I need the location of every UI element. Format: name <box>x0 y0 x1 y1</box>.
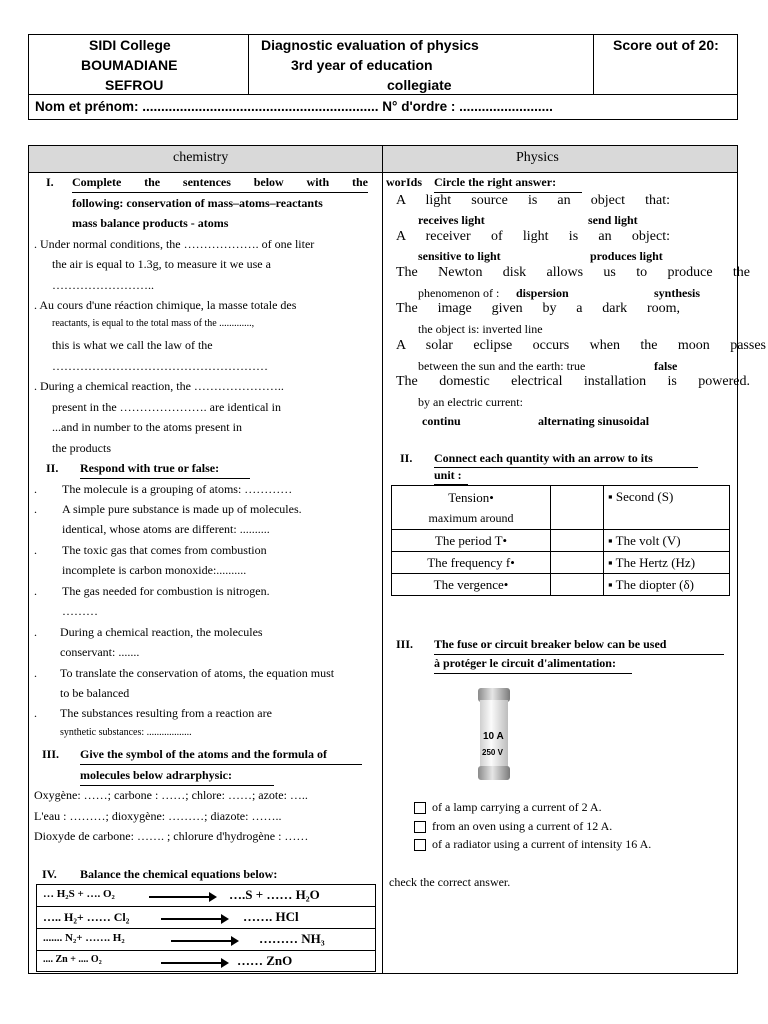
phys-section-2-title: Connect each quantity with an arrow to its <box>434 451 653 465</box>
chem-q3-line: . During a chemical reaction, the ………………….. <box>34 379 284 393</box>
chem-tf-statement: incomplete is carbon monoxide:.......... <box>62 563 247 577</box>
phys-section-3-title: The fuse or circuit breaker below can be used <box>434 637 667 651</box>
arrow-space[interactable] <box>551 574 604 596</box>
chem-section-1-title-2: following: conservation of mass–atoms–reactants <box>72 196 323 210</box>
chem-section-1-title: Complete the sentences below with the <box>72 175 368 189</box>
equation-products: ……. HCl <box>243 909 299 924</box>
chem-tf-statement: The toxic gas that comes from combustion <box>62 543 267 557</box>
school-name: SIDI College <box>89 37 171 53</box>
chem-section-4-number: IV. <box>42 867 57 881</box>
reaction-arrow-icon <box>161 962 227 964</box>
phys-q6-cont: by an electric current: <box>418 395 523 409</box>
fuse-image <box>473 688 515 780</box>
chem-q1-line: the air is equal to 1.3g, to measure it we use a <box>52 257 271 271</box>
chem-symbols-line: L'eau : ………; dioxygène: ………; diazote: …….. <box>34 809 282 823</box>
quantity-cell[interactable]: The vergence• <box>392 574 551 596</box>
chem-tf-statement: The substances resulting from a reaction are <box>60 706 272 720</box>
column-headers <box>29 146 737 173</box>
chemistry-heading: chemistry <box>173 150 229 165</box>
equation-products: ….S + …… H₂O <box>229 887 320 902</box>
chem-section-1-title-3: mass balance products - atoms <box>72 216 229 230</box>
phys-q6: The domestic electrical installation is powered. <box>396 374 750 389</box>
chem-q2-line: reactants, is equal to the total mass of the ............., <box>52 318 255 329</box>
phys-q3-cont: phenomenon of : <box>418 286 500 300</box>
chem-section-2-number: II. <box>46 461 59 475</box>
table-row <box>392 486 730 530</box>
equation-row <box>37 951 375 972</box>
title-cell <box>249 35 594 94</box>
chem-tf-blank[interactable]: ……… <box>62 604 98 618</box>
phys-q3-option-b[interactable]: synthesis <box>654 286 701 300</box>
chem-tf-statement: The molecule is a grouping of atoms: ………… <box>62 482 293 496</box>
fuse-current-label: 10 A <box>483 731 504 742</box>
phys-q4: The image given by a dark room, <box>396 301 680 316</box>
unit-cell[interactable]: ▪ The Hertz (Hz) <box>604 552 730 574</box>
chem-section-1-number: I. <box>46 175 54 189</box>
table-row <box>392 552 730 574</box>
phys-q1: A light source is an object that: <box>396 193 670 208</box>
equation-row <box>37 907 375 929</box>
chem-section-3-title: Give the symbol of the atoms and the formula of <box>80 747 327 761</box>
unit-cell[interactable]: ▪ The volt (V) <box>604 530 730 552</box>
chem-q1-blank[interactable]: …………………….. <box>52 278 154 292</box>
phys-q2-option-a[interactable]: sensitive to light <box>418 249 501 263</box>
school-name-2: BOUMADIANE <box>81 57 178 73</box>
equation-products: …… ZnO <box>237 953 293 968</box>
chem-section-2-title: Respond with true or false: <box>80 461 220 475</box>
table-row <box>392 574 730 596</box>
chem-tf-statement: synthetic substances: .................. <box>60 727 192 738</box>
school-city: SEFROU <box>105 77 164 93</box>
exam-level-2: collegiate <box>387 77 452 93</box>
phys-q3: The Newton disk allows us to produce the <box>396 265 750 280</box>
equation-reactants: … H₂S + …. O₂ <box>43 888 115 900</box>
phys-q1-option-b[interactable]: send light <box>588 213 638 227</box>
chem-symbols-line: Dioxyde de carbone: ……. ; chlorure d'hydrogène : …… <box>34 829 309 843</box>
phys-section-2-number: II. <box>400 451 413 465</box>
arrow-space[interactable] <box>551 486 604 530</box>
arrow-space[interactable] <box>551 530 604 552</box>
checkbox-icon[interactable] <box>414 821 426 833</box>
fuse-option-oven[interactable]: from an oven using a current of 12 A. <box>414 819 612 834</box>
student-name-field[interactable]: Nom et prénom: ............................................................... N° d'ordre : ......................... <box>35 99 553 114</box>
chem-tf-statement: The gas needed for combustion is nitrogen. <box>62 584 270 598</box>
equation-reactants: ....... N₂+ ……. H₂ <box>43 932 125 944</box>
fuse-option-radiator[interactable]: of a radiator using a current of intensity 16 A. <box>414 837 651 852</box>
equation-reactants: ….. H₂+ …… Cl₂ <box>43 910 130 924</box>
checkbox-icon[interactable] <box>414 802 426 814</box>
chem-tf-statement: conservant: ....... <box>60 645 140 659</box>
equation-row <box>37 929 375 951</box>
chem-q3-line: ...and in number to the atoms present in <box>52 420 242 434</box>
exam-level: 3rd year of education <box>291 57 433 73</box>
phys-q5: A solar eclipse occurs when the moon passes <box>396 338 766 353</box>
quantity-cell[interactable]: The frequency f• <box>392 552 551 574</box>
equation-products: ……… NH₃ <box>259 931 325 946</box>
phys-section-1-prefix: worIds <box>386 175 423 189</box>
fuse-voltage-label: 250 V <box>482 748 503 757</box>
unit-cell[interactable]: ▪ The diopter (δ) <box>604 574 730 596</box>
quantity-cell[interactable]: Tension• maximum around <box>392 486 551 530</box>
equation-row <box>37 885 375 907</box>
chem-section-3-title-2: molecules below adrarphysic: <box>80 768 232 782</box>
phys-q5-cont: between the sun and the earth: true <box>418 359 586 373</box>
chem-q2-line: this is what we call the law of the <box>52 338 213 352</box>
reaction-arrow-icon <box>161 918 227 920</box>
quantity-cell[interactable]: The period T• <box>392 530 551 552</box>
chem-q3-line: the products <box>52 441 111 455</box>
checkbox-icon[interactable] <box>414 839 426 851</box>
quantity-unit-table <box>391 485 730 596</box>
chem-q2-line: . Au cours d'une réaction chimique, la masse totale des <box>34 298 297 312</box>
phys-section-1-title: Circle the right answer: <box>434 175 557 189</box>
phys-instruction: check the correct answer. <box>389 875 511 889</box>
phys-q2-option-b[interactable]: produces light <box>590 249 663 263</box>
phys-section-2-title-2: unit : <box>434 468 462 482</box>
phys-q2: A receiver of light is an object: <box>396 229 670 244</box>
phys-q4-cont: the object is: inverted line <box>418 322 543 336</box>
chem-tf-statement: identical, whose atoms are different: .......... <box>62 522 270 536</box>
column-divider <box>382 146 383 973</box>
chem-section-3-number: III. <box>42 747 60 761</box>
equations-table <box>36 884 376 972</box>
reaction-arrow-icon <box>149 896 215 898</box>
chem-tf-statement: To translate the conservation of atoms, the equation must <box>60 666 335 680</box>
chem-q2-blank[interactable]: ……………………………………………… <box>52 359 268 373</box>
table-row <box>392 530 730 552</box>
phys-q5-option-b[interactable]: false <box>654 359 678 373</box>
physics-heading: Physics <box>516 150 559 165</box>
student-info-row <box>29 94 737 120</box>
equation-reactants: .... Zn + .... O₂ <box>43 954 102 965</box>
school-cell <box>29 35 249 94</box>
phys-q6-option-a[interactable]: continu <box>422 414 461 428</box>
phys-section-3-number: III. <box>396 637 414 651</box>
header-table <box>28 34 738 120</box>
phys-section-3-title-2: à protéger le circuit d'alimentation: <box>434 656 616 670</box>
reaction-arrow-icon <box>171 940 237 942</box>
phys-q3-option-a[interactable]: dispersion <box>516 286 569 300</box>
chem-section-4-title: Balance the chemical equations below: <box>80 867 278 881</box>
chem-tf-statement: to be balanced <box>60 686 130 700</box>
chem-tf-statement: During a chemical reaction, the molecules <box>60 625 263 639</box>
chem-q3-line: present in the …………………. are identical in <box>52 400 281 414</box>
phys-q1-option-a[interactable]: receives light <box>418 213 485 227</box>
chem-symbols-line: Oxygène: ……; carbone : ……; chlore: ……; azote: ….. <box>34 788 308 802</box>
chem-q1-line: . Under normal conditions, the ………………. of one liter <box>34 237 315 251</box>
chem-tf-statement: A simple pure substance is made up of molecules. <box>62 502 302 516</box>
exam-title: Diagnostic evaluation of physics <box>261 37 479 53</box>
phys-q6-option-b[interactable]: alternating sinusoidal <box>538 414 650 428</box>
arrow-space[interactable] <box>551 552 604 574</box>
unit-cell[interactable]: ▪ Second (S) <box>604 486 730 530</box>
fuse-option-lamp[interactable]: of a lamp carrying a current of 2 A. <box>414 800 602 815</box>
score-label: Score out of 20: <box>613 37 719 53</box>
